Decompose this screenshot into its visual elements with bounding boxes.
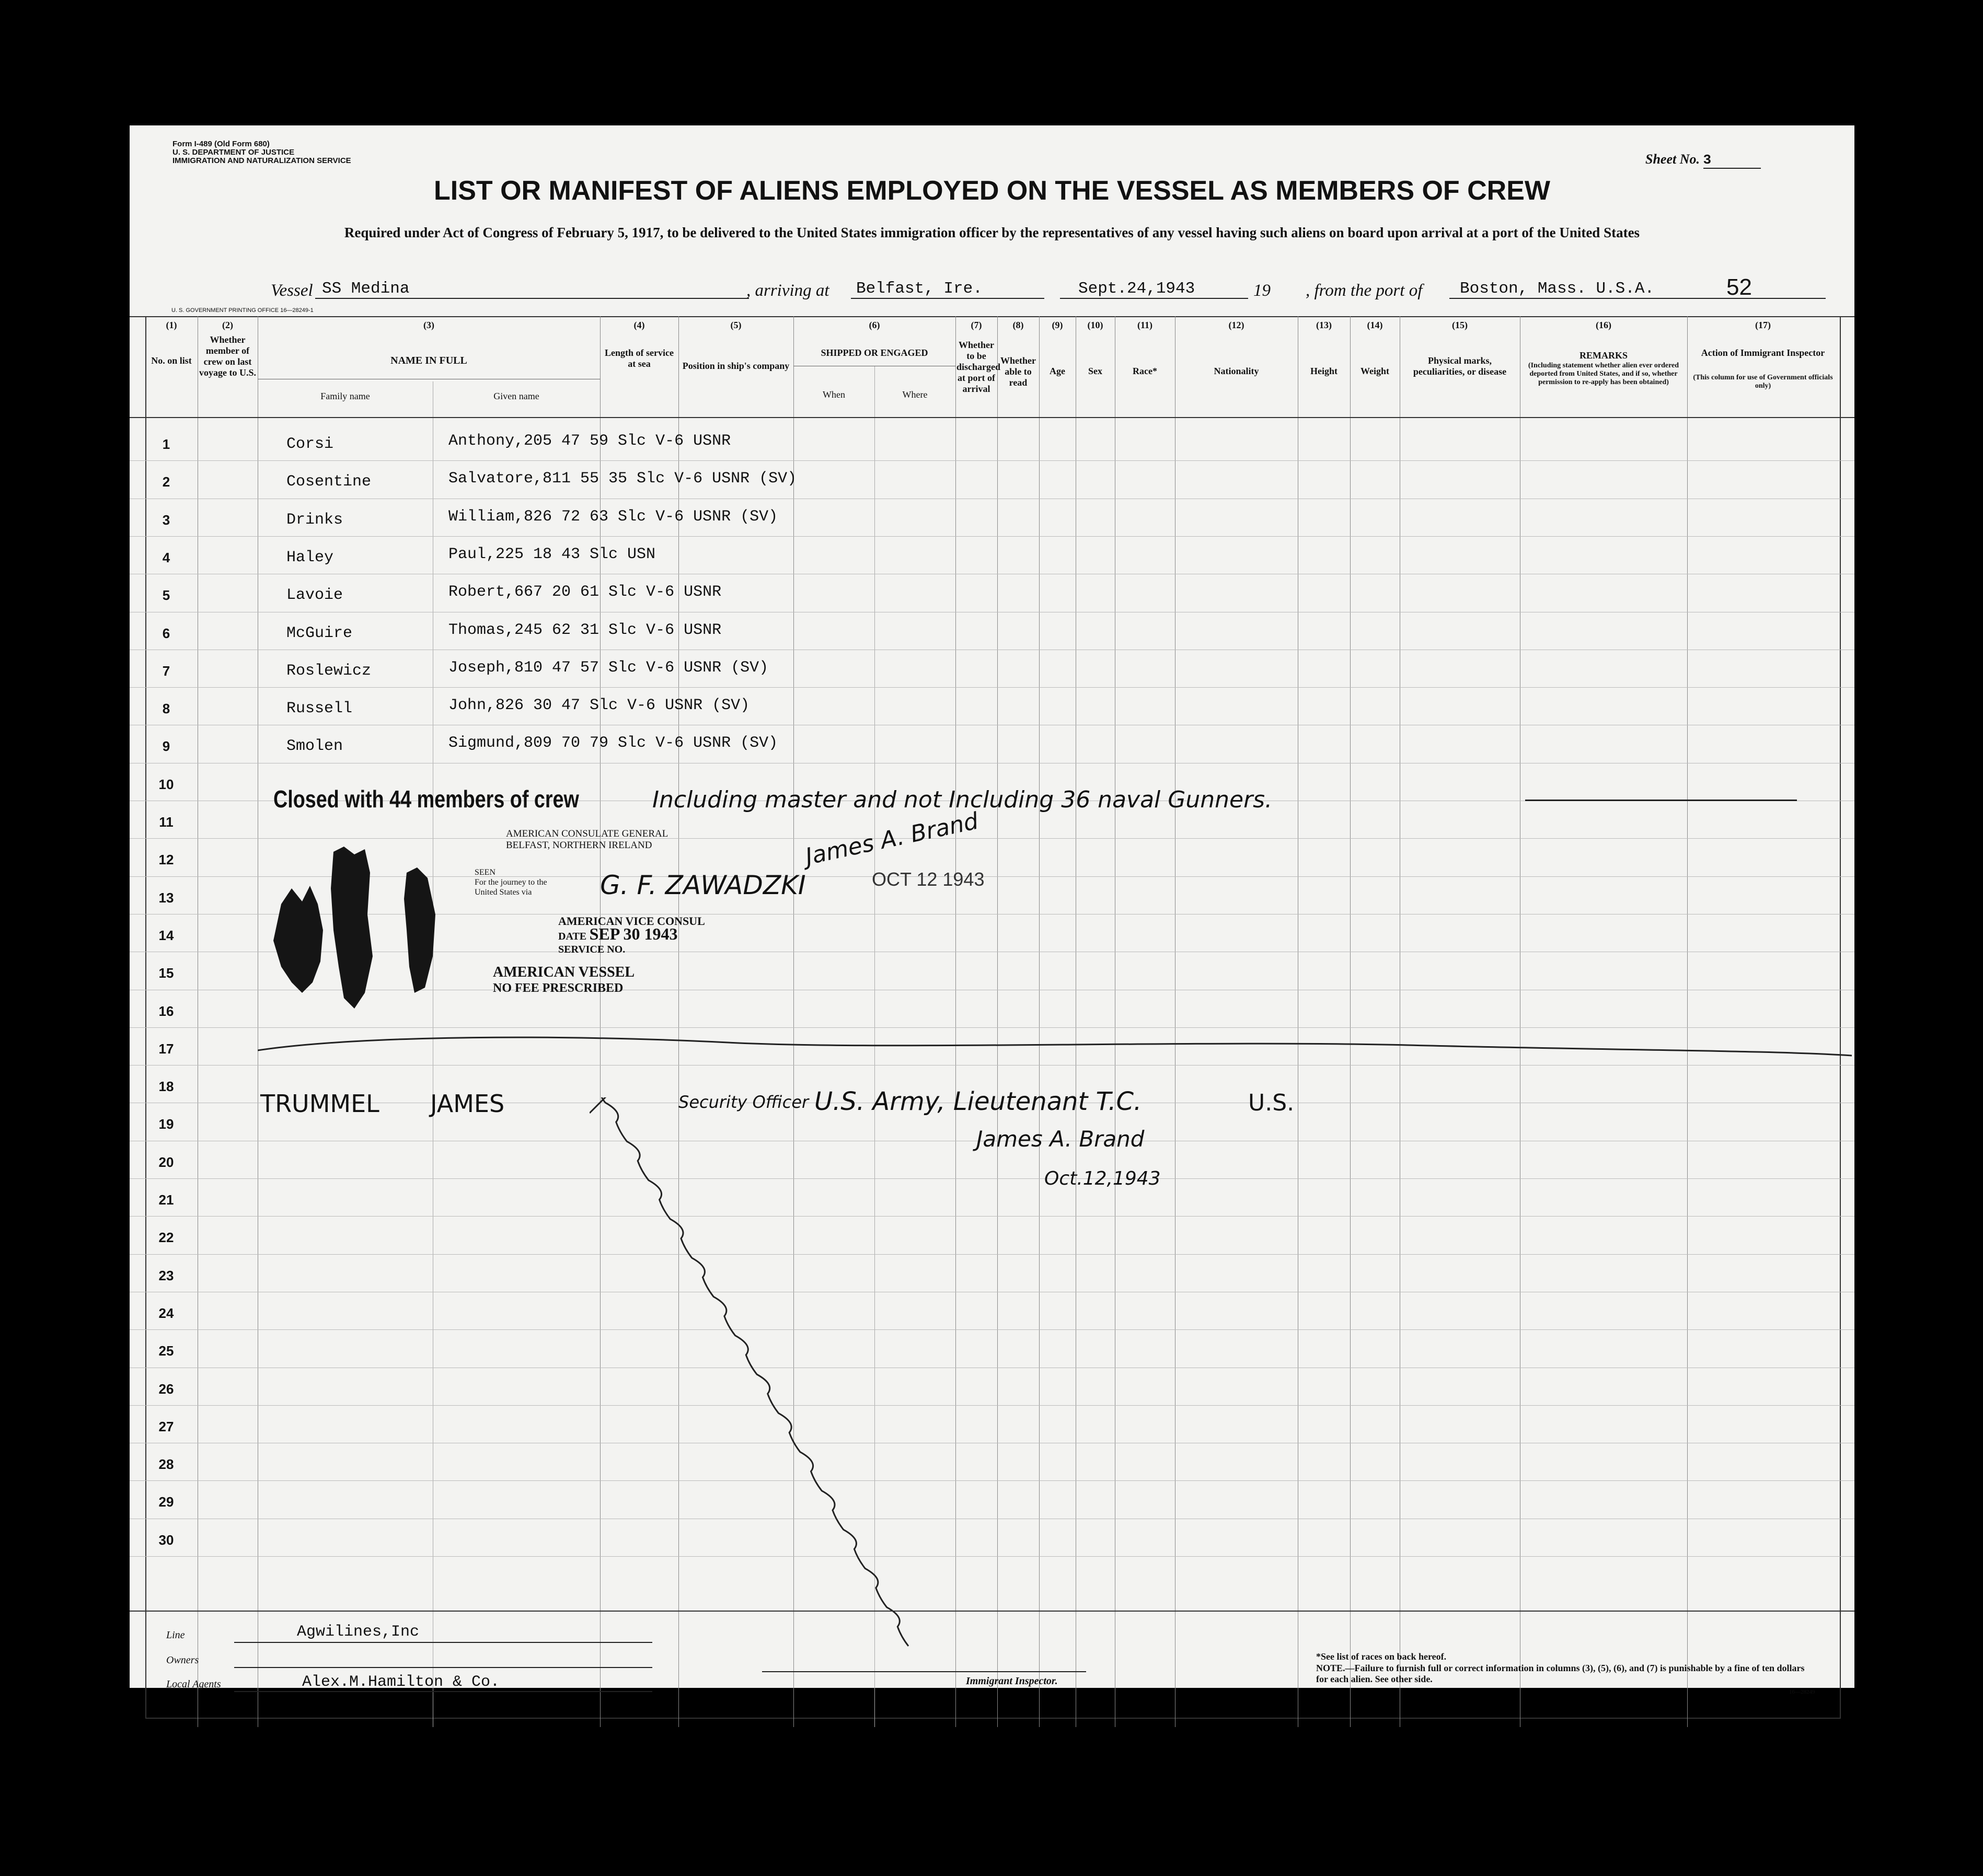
given-name-cell: Thomas,245 62 31 Slc V-6 USNR xyxy=(448,621,722,639)
col-num: (16) xyxy=(1596,320,1611,330)
oct-date-stamp: OCT 12 1943 xyxy=(872,868,985,890)
row-line xyxy=(130,1216,1854,1217)
department: U. S. DEPARTMENT OF JUSTICE xyxy=(172,148,295,157)
row-number: 19 xyxy=(158,1116,174,1132)
row-number: 23 xyxy=(158,1267,174,1283)
given-name-cell: Paul,225 18 43 Slc USN xyxy=(448,545,656,563)
consulate-line2: BELFAST, NORTHERN IRELAND xyxy=(506,840,652,851)
family-name-cell: Russell xyxy=(286,700,353,718)
arriving-value: Belfast, Ire. xyxy=(856,280,983,298)
given-name-cell: Salvatore,811 55 35 Slc V-6 USNR (SV) xyxy=(448,470,797,488)
row-line xyxy=(130,1254,1854,1255)
family-name-cell: Cosentine xyxy=(286,473,372,491)
col-header-height: Height xyxy=(1310,366,1338,376)
agents-value: Alex.M.Hamilton & Co. xyxy=(302,1673,500,1691)
line-label: Line xyxy=(166,1629,185,1641)
races-note: *See list of races on back hereof. xyxy=(1316,1651,1447,1662)
col-num: (15) xyxy=(1452,320,1468,330)
seen-stamp xyxy=(475,867,547,897)
col-num: (4) xyxy=(633,320,645,330)
row-number: 26 xyxy=(158,1381,174,1397)
stamp-ink-blots xyxy=(260,836,459,1014)
row-line xyxy=(130,536,1854,537)
row-line xyxy=(130,1405,1854,1406)
col-header-no: No. on list xyxy=(151,355,192,366)
row18-given: JAMES xyxy=(430,1090,505,1118)
service-no-label: SERVICE NO. xyxy=(558,944,626,955)
col-header-weight: Weight xyxy=(1360,366,1389,376)
inspector-label: Immigrant Inspector. xyxy=(966,1675,1058,1687)
given-name-cell: Robert,667 20 61 Slc V-6 USNR xyxy=(448,583,722,601)
col-header-sex: Sex xyxy=(1088,366,1102,376)
vice-consul-title: AMERICAN VICE CONSUL xyxy=(558,914,705,928)
date-label: DATE xyxy=(558,931,587,942)
col-num: (13) xyxy=(1316,320,1332,330)
row18-signature: James A. Brand xyxy=(976,1126,1145,1152)
inspector-signature: James A. Brand xyxy=(803,807,981,871)
col-num: (5) xyxy=(730,320,742,330)
service-name: IMMIGRATION AND NATURALIZATION SERVICE xyxy=(172,156,351,165)
row-number: 10 xyxy=(158,776,174,792)
col-header-remarks: REMARKS xyxy=(1579,350,1628,361)
row-number: 2 xyxy=(162,474,170,490)
col-header-action: Action of Immigrant Inspector xyxy=(1701,348,1825,358)
year-label: 19 xyxy=(1253,281,1271,300)
via-label: United States via xyxy=(475,888,532,897)
row-number: 4 xyxy=(162,549,170,565)
row-number: 13 xyxy=(158,889,174,906)
sheet-label: Sheet No. xyxy=(1645,152,1700,167)
row-number: 28 xyxy=(158,1456,174,1473)
wavy-rule xyxy=(258,1014,1852,1082)
agents-label: Local Agents xyxy=(166,1678,221,1690)
col-num: (6) xyxy=(869,320,880,330)
family-name-cell: Lavoie xyxy=(286,586,343,605)
row-number: 1 xyxy=(162,436,170,452)
row-number: 15 xyxy=(158,965,174,981)
col-header-shipped: SHIPPED OR ENGAGED xyxy=(821,348,928,358)
sheet-value: 3 xyxy=(1703,152,1761,169)
footer-code: 16—28249 xyxy=(1789,1689,1815,1695)
row-number: 8 xyxy=(162,701,170,717)
consul-signature: G. F. ZAWADZKI xyxy=(600,870,806,900)
family-name-cell: McGuire xyxy=(286,624,353,642)
row18-family: TRUMMEL xyxy=(260,1090,379,1118)
col-header-prior-voyage: Whether member of crew on last voyage to U.S. xyxy=(199,334,256,378)
row-number: 12 xyxy=(158,852,174,868)
row-line xyxy=(130,687,1854,688)
vessel-label: Vessel xyxy=(271,281,313,300)
family-name-cell: Drinks xyxy=(286,511,343,529)
col-header-length-service: Length of service at sea xyxy=(605,348,674,369)
given-name-cell: John,826 30 47 Slc V-6 USNR (SV) xyxy=(448,697,750,715)
from-label: , from the port of xyxy=(1306,281,1423,300)
row-number: 30 xyxy=(158,1532,174,1548)
closing-handwritten: Including master and not Including 36 naval Gunners. xyxy=(652,786,1273,813)
row-number: 7 xyxy=(162,663,170,679)
row-number: 29 xyxy=(158,1494,174,1510)
row-number: 17 xyxy=(158,1040,174,1057)
row-number: 24 xyxy=(158,1305,174,1321)
seen-label: SEEN xyxy=(475,868,495,877)
row-line xyxy=(130,460,1854,461)
col-num: (10) xyxy=(1087,320,1103,330)
manifest-sheet xyxy=(130,125,1854,1695)
col-header-physical: Physical marks, peculiarities, or disease xyxy=(1413,355,1507,377)
col-header-nationality: Nationality xyxy=(1214,366,1259,376)
form-id-block xyxy=(172,140,351,165)
arrival-date: Sept.24,1943 xyxy=(1078,280,1195,298)
line-value: Agwilines,Inc xyxy=(297,1623,420,1641)
row-number: 18 xyxy=(158,1079,174,1095)
col-num: (1) xyxy=(166,320,177,330)
consul-date: SEP 30 1943 xyxy=(589,924,678,943)
owners-label: Owners xyxy=(166,1654,199,1666)
given-name-cell: William,826 72 63 Slc V-6 USNR (SV) xyxy=(448,507,778,526)
row-number: 20 xyxy=(158,1154,174,1170)
col-header-discharged: Whether to be discharged at port of arrival xyxy=(956,340,1001,394)
from-port: Boston, Mass. U.S.A. xyxy=(1460,280,1655,298)
cancel-line xyxy=(590,1097,929,1651)
col-num: (11) xyxy=(1137,320,1152,330)
col-header-position: Position in ship's company xyxy=(682,361,790,371)
fee-stamp xyxy=(493,964,635,997)
col-num: (3) xyxy=(423,320,434,330)
no-fee: NO FEE PRESCRIBED xyxy=(493,981,624,995)
col-header-age: Age xyxy=(1050,366,1065,376)
col-header-name: NAME IN FULL xyxy=(390,355,467,366)
row-line xyxy=(130,1480,1854,1481)
col-num: (12) xyxy=(1228,320,1244,330)
row-number: 6 xyxy=(162,625,170,641)
row-number: 16 xyxy=(158,1003,174,1019)
page-number: 52 xyxy=(1726,274,1752,300)
row-line xyxy=(130,1556,1854,1557)
family-name-cell: Roslewicz xyxy=(286,662,372,680)
row-number: 14 xyxy=(158,927,174,943)
row-number: 27 xyxy=(158,1418,174,1434)
form-id: Form I-489 (Old Form 680) xyxy=(172,140,270,148)
family-name-cell: Haley xyxy=(286,548,334,566)
row-line xyxy=(130,1178,1854,1179)
row18-nationality: U.S. xyxy=(1248,1090,1295,1116)
col-num: (14) xyxy=(1367,320,1383,330)
row-number: 11 xyxy=(159,814,174,830)
printing-office: U. S. GOVERNMENT PRINTING OFFICE 16—28249-1 xyxy=(171,307,314,314)
row18-org: U.S. Army, Lieutenant T.C. xyxy=(814,1087,1142,1116)
col-num: (8) xyxy=(1012,320,1024,330)
family-name-cell: Smolen xyxy=(286,737,343,756)
row-line xyxy=(130,1329,1854,1330)
row-number: 22 xyxy=(158,1230,174,1246)
col-header-given-name: Given name xyxy=(493,391,539,401)
sheet-number xyxy=(1645,152,1761,169)
arriving-label: , arriving at xyxy=(746,281,829,300)
given-name-cell: Joseph,810 47 57 Slc V-6 USNR (SV) xyxy=(448,658,769,677)
col-num: (9) xyxy=(1052,320,1063,330)
col-header-family-name: Family name xyxy=(320,391,370,401)
family-name-cell: Corsi xyxy=(286,435,334,453)
consulate-stamp xyxy=(506,828,668,851)
row-number: 5 xyxy=(162,587,170,604)
journey-label: For the journey to the xyxy=(475,878,547,887)
given-name-cell: Anthony,205 47 59 Slc V-6 USNR xyxy=(448,432,731,450)
required-statement: Required under Act of Congress of February 5, 1917, to be delivered to the United States immigration officer by the representatives of any vessel having such aliens on board upon arrival at a port of the United States xyxy=(344,225,1640,240)
col-header-where: Where xyxy=(902,389,928,400)
given-name-cell: Sigmund,809 70 79 Slc V-6 USNR (SV) xyxy=(448,734,778,752)
vessel-name: SS Medina xyxy=(322,280,410,298)
col-header-remarks-note: (Including statement whether alien ever ordered deported from United States, and if so, whether permission to re-apply has been obtained) xyxy=(1528,362,1679,386)
row-number: 9 xyxy=(162,738,170,755)
penalty-note: NOTE.—Failure to furnish full or correct information in columns (3), (5), (6), and (7) is punishable by a fine of ten dollars for each alien. See other side. xyxy=(1316,1663,1805,1684)
row18-date: Oct.12,1943 xyxy=(1044,1168,1161,1189)
vice-consul-block xyxy=(558,914,705,956)
consulate-line1: AMERICAN CONSULATE GENERAL xyxy=(506,828,668,839)
col-header-read: Whether able to read xyxy=(1000,355,1036,388)
american-vessel: AMERICAN VESSEL xyxy=(493,964,635,980)
col-num: (17) xyxy=(1755,320,1771,330)
row-number: 21 xyxy=(158,1192,174,1208)
col-num: (2) xyxy=(222,320,233,330)
col-header-race: Race* xyxy=(1133,366,1157,376)
page-title: LIST OR MANIFEST OF ALIENS EMPLOYED ON THE VESSEL AS MEMBERS OF CREW xyxy=(434,176,1550,206)
col-num: (7) xyxy=(971,320,982,330)
closing-statement: Closed with 44 members of crew xyxy=(273,785,579,813)
col-header-action-note: (This column for use of Government officials only) xyxy=(1693,374,1833,390)
row18-position: Security Officer xyxy=(678,1092,809,1112)
row-number: 3 xyxy=(162,512,170,528)
col-header-when: When xyxy=(823,389,845,400)
row-number: 25 xyxy=(158,1343,174,1359)
